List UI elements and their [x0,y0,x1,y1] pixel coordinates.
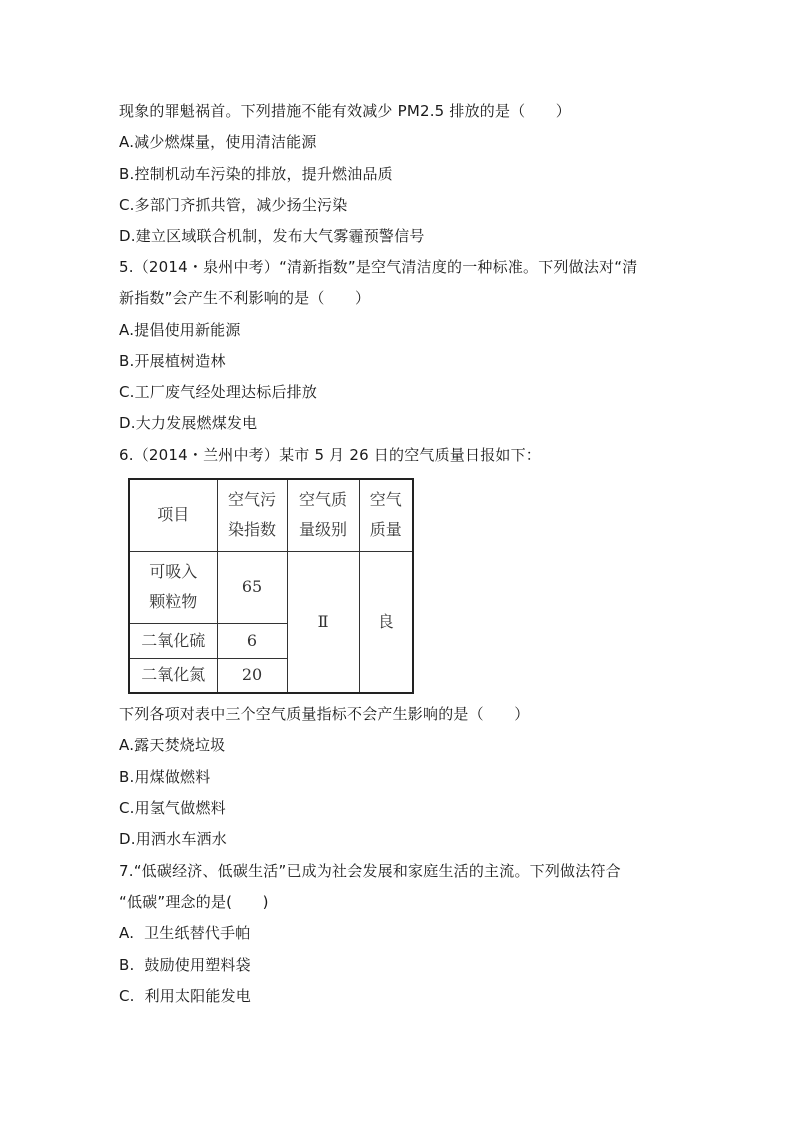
q7-stem-line1: 7.“低碳经济、低碳生活”已成为社会发展和家庭生活的主流。下列做法符合 [119,862,621,880]
header-air-quality: 空气 质量 [359,479,413,551]
air-quality-table [128,478,414,694]
q5-stem-line1: 5.（2014・泉州中考）“清新指数”是空气清洁度的一种标准。下列做法对“清 [119,258,638,276]
q7-option-a: A. 卫生纸替代手帕 [119,924,251,942]
row-index: 20 [217,658,287,693]
header-item: 项目 [129,479,217,551]
q6-stem: 6.（2014・兰州中考）某市 5 月 26 日的空气质量日报如下： [119,446,541,464]
air-quality-cell: 良 [359,551,413,693]
q5-option-b: B.开展植树造林 [119,352,226,370]
q7-option-c: C. 利用太阳能发电 [119,987,251,1005]
q5-option-d: D.大力发展燃煤发电 [119,414,258,432]
row-item: 可吸入 颗粒物 [129,551,217,623]
row-index: 65 [217,551,287,623]
q7-stem-line2: “低碳”理念的是( ) [119,893,269,911]
q5-option-c: C.工厂废气经处理达标后排放 [119,383,318,401]
row-index: 6 [217,623,287,658]
q6-question: 下列各项对表中三个空气质量指标不会产生影响的是（ ） [119,705,530,723]
q6-option-d: D.用洒水车洒水 [119,830,227,848]
header-pollution-index: 空气污 染指数 [217,479,287,551]
q5-stem-line2: 新指数”会产生不利影响的是（ ） [119,289,371,307]
q5-option-a: A.提倡使用新能源 [119,321,241,339]
q4-stem: 现象的罪魁祸首。下列措施不能有效减少 PM2.5 排放的是（ ） [119,102,571,120]
header-quality-level: 空气质 量级别 [287,479,359,551]
row-item: 二氧化硫 [129,623,217,658]
q6-option-c: C.用氢气做燃料 [119,799,226,817]
table-row [129,551,413,623]
row-item: 二氧化氮 [129,658,217,693]
q6-option-a: A.露天焚烧垃圾 [119,736,226,754]
q4-option-d: D.建立区域联合机制，发布大气雾霾预警信号 [119,227,425,245]
table-header-row [129,479,413,551]
q4-option-c: C.多部门齐抓共管，减少扬尘污染 [119,196,348,214]
q7-option-b: B. 鼓励使用塑料袋 [119,956,251,974]
q6-option-b: B.用煤做燃料 [119,768,211,786]
q4-option-a: A.减少燃煤量，使用清洁能源 [119,133,317,151]
quality-level-cell: Ⅱ [287,551,359,693]
q4-option-b: B.控制机动车污染的排放，提升燃油品质 [119,165,393,183]
